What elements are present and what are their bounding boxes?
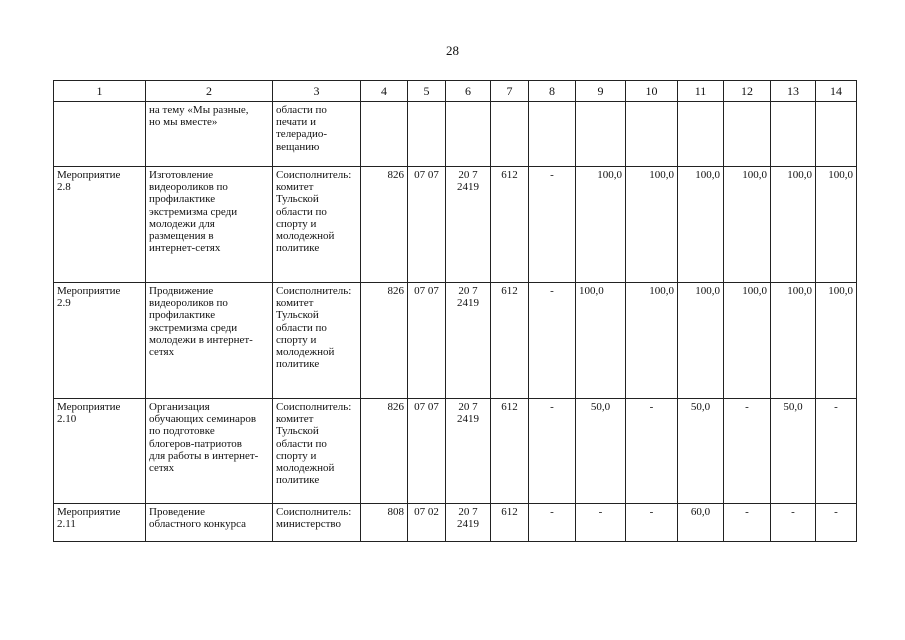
cell-c10: - bbox=[626, 504, 678, 542]
cell-c6 bbox=[446, 504, 491, 542]
text-line: комитет bbox=[276, 181, 314, 194]
column-header: 8 bbox=[529, 81, 576, 102]
cell-c11: 100,0 bbox=[678, 283, 724, 399]
cell-c6 bbox=[446, 167, 491, 283]
measure-description bbox=[146, 399, 273, 504]
text-line: блогеров-патриотов bbox=[149, 437, 242, 450]
cell-c9: 50,0 bbox=[576, 399, 626, 504]
text-line: интернет-сетях bbox=[149, 242, 221, 255]
table-cell bbox=[54, 102, 146, 167]
text-line: экстремизма среди bbox=[149, 321, 238, 334]
text-line: 2419 bbox=[457, 181, 479, 194]
text-line: политике bbox=[276, 358, 320, 371]
text-line: Мероприятие bbox=[57, 285, 121, 297]
cell-c8: - bbox=[529, 504, 576, 542]
text-line: политике bbox=[276, 242, 320, 255]
cell-c10: - bbox=[626, 399, 678, 504]
text-line: но мы вместе» bbox=[149, 116, 218, 129]
text-line: Мероприятие bbox=[57, 169, 121, 181]
measure-description bbox=[146, 167, 273, 283]
text-line: Тульской bbox=[276, 309, 319, 322]
column-header: 2 bbox=[146, 81, 273, 102]
text-line: спорту и bbox=[276, 449, 317, 462]
text-line: видеороликов по bbox=[149, 181, 228, 194]
cell-c10: 100,0 bbox=[626, 167, 678, 283]
cell-c9: 100,0 bbox=[576, 167, 626, 283]
text-line: 20 7 bbox=[458, 506, 478, 518]
text-line: Мероприятие bbox=[57, 401, 121, 413]
text-line: на тему «Мы разные, bbox=[149, 104, 249, 116]
cell-c5: 07 07 bbox=[408, 167, 446, 283]
cell-c6 bbox=[446, 399, 491, 504]
continuation-description bbox=[146, 102, 273, 167]
cell-c12: - bbox=[724, 399, 771, 504]
measure-description bbox=[146, 283, 273, 399]
text-line: молодежи для bbox=[149, 217, 215, 230]
text-line: Мероприятие bbox=[57, 506, 121, 518]
cell-c5: 07 02 bbox=[408, 504, 446, 542]
text-line: 2.9 bbox=[57, 297, 71, 310]
cell-c7: 612 bbox=[491, 167, 529, 283]
text-line: печати и bbox=[276, 116, 316, 129]
text-line: Проведение bbox=[149, 506, 205, 518]
text-line: молодежной bbox=[276, 346, 335, 359]
column-header: 13 bbox=[771, 81, 816, 102]
column-header: 9 bbox=[576, 81, 626, 102]
text-line: области по bbox=[276, 205, 327, 218]
cell-c8: - bbox=[529, 167, 576, 283]
cell-c11: 60,0 bbox=[678, 504, 724, 542]
table-row bbox=[54, 283, 857, 399]
text-line: области по bbox=[276, 321, 327, 334]
text-line: Соисполнитель: bbox=[276, 169, 352, 181]
column-header: 1 bbox=[54, 81, 146, 102]
text-line: сетях bbox=[149, 346, 175, 359]
measure-executor bbox=[273, 504, 361, 542]
measure-executor bbox=[273, 283, 361, 399]
cell-c7: 612 bbox=[491, 504, 529, 542]
text-line: вещанию bbox=[276, 140, 320, 153]
measure-description bbox=[146, 504, 273, 542]
page-number: 28 bbox=[446, 43, 459, 58]
cell-c8: - bbox=[529, 283, 576, 399]
text-line: молодежи в интернет- bbox=[149, 333, 253, 346]
cell-c6 bbox=[446, 283, 491, 399]
cell-c11: 50,0 bbox=[678, 399, 724, 504]
column-header: 11 bbox=[678, 81, 724, 102]
cell-c14: 100,0 bbox=[816, 167, 857, 283]
cell-c12: - bbox=[724, 504, 771, 542]
text-line: молодежной bbox=[276, 230, 335, 243]
cell-c12: 100,0 bbox=[724, 167, 771, 283]
measure-executor bbox=[273, 167, 361, 283]
text-line: обучающих семинаров bbox=[149, 413, 257, 426]
column-number-row bbox=[54, 81, 857, 102]
table-cell bbox=[626, 102, 678, 167]
text-line: профилактике bbox=[149, 193, 216, 206]
text-line: 20 7 bbox=[458, 401, 478, 413]
cell-c9: 100,0 bbox=[576, 283, 626, 399]
cell-c5: 07 07 bbox=[408, 399, 446, 504]
table-row bbox=[54, 399, 857, 504]
text-line: 20 7 bbox=[458, 285, 478, 297]
cell-c8: - bbox=[529, 399, 576, 504]
table-cell bbox=[771, 102, 816, 167]
column-header: 6 bbox=[446, 81, 491, 102]
text-line: Организация bbox=[149, 401, 210, 413]
text-line: области по bbox=[276, 104, 327, 116]
table-cell bbox=[529, 102, 576, 167]
text-line: для работы в интернет- bbox=[149, 449, 259, 462]
column-header: 10 bbox=[626, 81, 678, 102]
text-line: политике bbox=[276, 474, 320, 487]
column-header: 12 bbox=[724, 81, 771, 102]
text-line: Изготовление bbox=[149, 169, 214, 181]
text-line: области по bbox=[276, 437, 327, 450]
continuation-executor bbox=[273, 102, 361, 167]
text-line: спорту и bbox=[276, 333, 317, 346]
text-line: Соисполнитель: bbox=[276, 506, 352, 518]
text-line: Тульской bbox=[276, 193, 319, 206]
cell-c10: 100,0 bbox=[626, 283, 678, 399]
program-table bbox=[53, 80, 857, 542]
text-line: Соисполнитель: bbox=[276, 285, 352, 297]
cell-c14: 100,0 bbox=[816, 283, 857, 399]
measure-id bbox=[54, 283, 146, 399]
measure-id bbox=[54, 167, 146, 283]
table-cell bbox=[446, 102, 491, 167]
text-line: экстремизма среди bbox=[149, 205, 238, 218]
table-cell bbox=[576, 102, 626, 167]
text-line: областного конкурса bbox=[149, 518, 247, 531]
cell-c5: 07 07 bbox=[408, 283, 446, 399]
text-line: видеороликов по bbox=[149, 297, 228, 310]
text-line: 2419 bbox=[457, 297, 479, 310]
cell-c4: 826 bbox=[361, 283, 408, 399]
cell-c11: 100,0 bbox=[678, 167, 724, 283]
column-header: 4 bbox=[361, 81, 408, 102]
cell-c13: - bbox=[771, 504, 816, 542]
text-line: сетях bbox=[149, 462, 175, 475]
text-line: 2.10 bbox=[57, 413, 77, 426]
text-line: 2.8 bbox=[57, 181, 71, 194]
measure-id bbox=[54, 504, 146, 542]
text-line: телерадио- bbox=[276, 128, 328, 141]
column-header: 7 bbox=[491, 81, 529, 102]
cell-c4: 826 bbox=[361, 167, 408, 283]
cell-c13: 100,0 bbox=[771, 167, 816, 283]
cell-c7: 612 bbox=[491, 399, 529, 504]
text-line: 2419 bbox=[457, 518, 479, 531]
text-line: 2.11 bbox=[57, 518, 76, 531]
column-header: 5 bbox=[408, 81, 446, 102]
text-line: спорту и bbox=[276, 217, 317, 230]
text-line: 2419 bbox=[457, 413, 479, 426]
cell-c14: - bbox=[816, 399, 857, 504]
text-line: молодежной bbox=[276, 462, 335, 475]
table-cell bbox=[678, 102, 724, 167]
text-line: министерство bbox=[276, 518, 342, 531]
cell-c13: 50,0 bbox=[771, 399, 816, 504]
cell-c13: 100,0 bbox=[771, 283, 816, 399]
cell-c14: - bbox=[816, 504, 857, 542]
column-header: 3 bbox=[273, 81, 361, 102]
cell-c4: 826 bbox=[361, 399, 408, 504]
text-line: по подготовке bbox=[149, 425, 215, 438]
text-line: Продвижение bbox=[149, 285, 214, 297]
text-line: размещения в bbox=[149, 230, 214, 243]
cell-c4: 808 bbox=[361, 504, 408, 542]
text-line: 20 7 bbox=[458, 169, 478, 181]
continuation-row bbox=[54, 102, 857, 167]
text-line: Соисполнитель: bbox=[276, 401, 352, 413]
table-cell bbox=[408, 102, 446, 167]
text-line: комитет bbox=[276, 297, 314, 310]
table-cell bbox=[816, 102, 857, 167]
table-cell bbox=[724, 102, 771, 167]
table-row bbox=[54, 167, 857, 283]
measure-executor bbox=[273, 399, 361, 504]
cell-c9: - bbox=[576, 504, 626, 542]
text-line: профилактике bbox=[149, 309, 216, 322]
table-cell bbox=[491, 102, 529, 167]
column-header: 14 bbox=[816, 81, 857, 102]
text-line: комитет bbox=[276, 413, 314, 426]
cell-c7: 612 bbox=[491, 283, 529, 399]
cell-c12: 100,0 bbox=[724, 283, 771, 399]
table-cell bbox=[361, 102, 408, 167]
text-line: Тульской bbox=[276, 425, 319, 438]
table-row bbox=[54, 504, 857, 542]
measure-id bbox=[54, 399, 146, 504]
